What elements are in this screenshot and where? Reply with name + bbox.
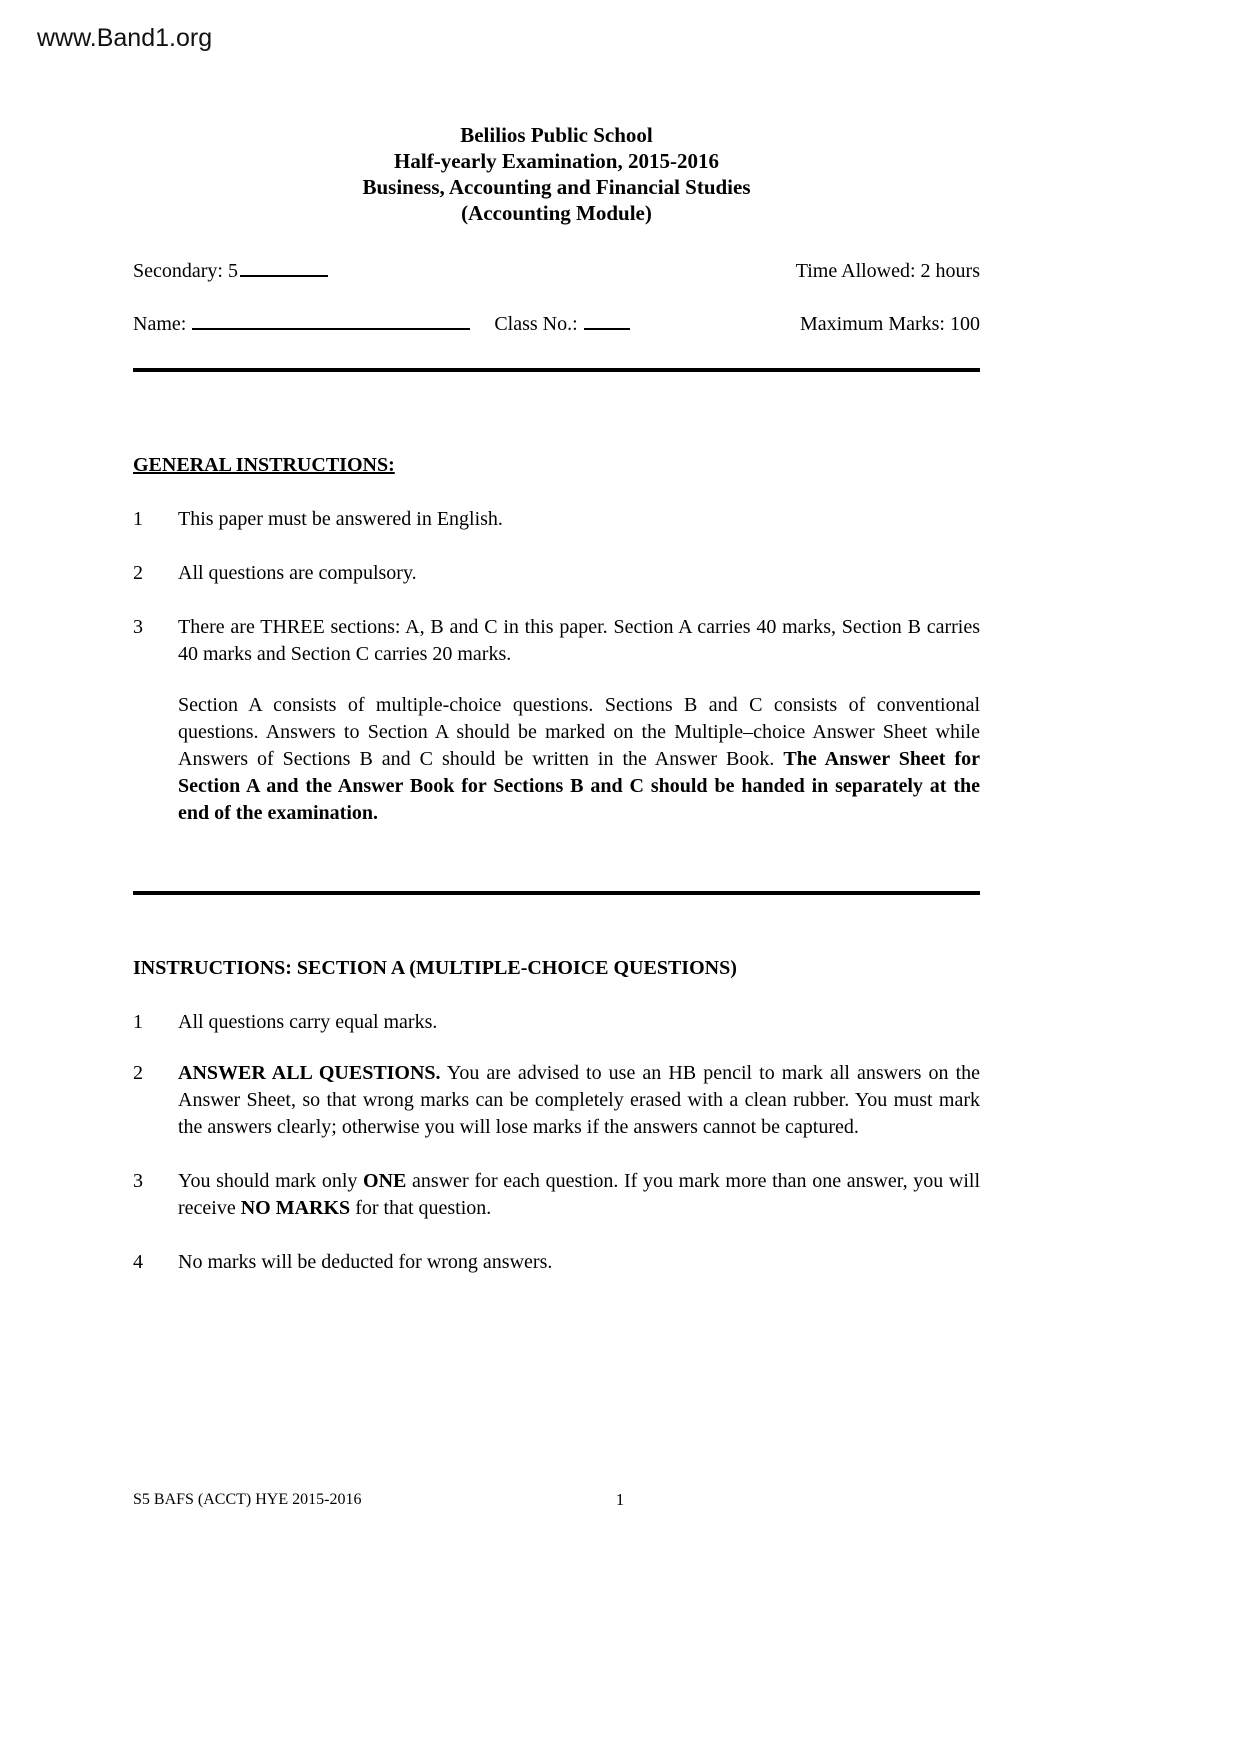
site-watermark: www.Band1.org xyxy=(37,24,213,52)
item-text: All questions carry equal marks. xyxy=(178,1011,438,1033)
item-text: No marks will be deducted for wrong answers. xyxy=(178,1251,553,1273)
divider-rule-top xyxy=(133,368,980,372)
general-instructions-list xyxy=(133,506,980,827)
section-a-instruction-2 xyxy=(133,1060,980,1141)
item-text xyxy=(178,1060,980,1141)
info-row-secondary-time xyxy=(133,258,980,285)
general-instruction-3-continued xyxy=(133,692,980,827)
item-number-spacer xyxy=(133,692,178,827)
class-no-field xyxy=(494,311,629,338)
name-blank-line xyxy=(192,328,470,330)
item-text-bold: The Answer Sheet for Section A and the Answer Book for Sections B and C should be handed in separately at the end of the examination. xyxy=(178,748,980,824)
item-number: 1 xyxy=(133,508,143,530)
item-number: 2 xyxy=(133,562,143,584)
class-no-blank-line xyxy=(584,328,630,330)
item-text-normal: Section A consists of multiple-choice questions. Sections B and C consists of conventional questions. Answers to Section A should be marked on the Multiple–choice Answer Sheet while Answers of Sections B and C should be written in the Answer Book. xyxy=(178,694,980,770)
page-content xyxy=(133,0,980,1276)
item-text-normal: answer for each question. If you mark more than one answer, you will receive xyxy=(178,1170,980,1219)
exam-title-block xyxy=(133,122,980,226)
page-number: 1 xyxy=(615,1490,625,1509)
class-no-label: Class No.: xyxy=(494,313,578,335)
general-instruction-3 xyxy=(133,614,980,668)
item-text xyxy=(178,692,980,827)
section-a-instructions-heading: INSTRUCTIONS: SECTION A (MULTIPLE-CHOICE QUESTIONS) xyxy=(133,957,737,979)
item-number: 4 xyxy=(133,1251,143,1273)
general-instruction-1 xyxy=(133,506,980,533)
item-number: 3 xyxy=(133,616,143,638)
item-text xyxy=(178,1168,980,1222)
subject-name: Business, Accounting and Financial Studies xyxy=(362,175,751,199)
school-name: Belilios Public School xyxy=(460,123,653,147)
item-text: All questions are compulsory. xyxy=(178,562,417,584)
time-allowed-label: Time Allowed: 2 hours xyxy=(795,260,980,282)
item-text-normal: You are advised to use an HB pencil to mark all answers on the Answer Sheet, so that wrong marks can be completely erased with a clean rubber. You must mark the answers clearly; otherwise you will lose marks if the answers cannot be captured. xyxy=(178,1062,980,1138)
footer-document-code: S5 BAFS (ACCT) HYE 2015-2016 xyxy=(133,1491,362,1508)
item-text-normal: for that question. xyxy=(350,1197,492,1219)
exam-name: Half-yearly Examination, 2015-2016 xyxy=(394,149,719,173)
item-text: There are THREE sections: A, B and C in this paper. Section A carries 40 marks, Section B carries 40 marks and Section C carries 20 marks. xyxy=(178,616,980,665)
section-a-instruction-1 xyxy=(133,1009,980,1036)
module-name: (Accounting Module) xyxy=(461,201,652,225)
general-instruction-2 xyxy=(133,560,980,587)
item-number: 3 xyxy=(133,1170,143,1192)
divider-rule-middle xyxy=(133,891,980,895)
item-text-bold: ONE xyxy=(363,1170,407,1192)
item-number: 2 xyxy=(133,1062,143,1084)
secondary-field xyxy=(133,258,328,285)
name-field xyxy=(133,311,470,338)
maximum-marks-label: Maximum Marks: 100 xyxy=(800,313,980,335)
info-row-name-class-marks xyxy=(133,311,980,338)
item-number: 1 xyxy=(133,1011,143,1033)
item-text-normal: You should mark only xyxy=(178,1170,364,1192)
section-a-instruction-4 xyxy=(133,1249,980,1276)
item-text-bold: NO MARKS xyxy=(240,1197,351,1219)
section-a-instructions-list xyxy=(133,1009,980,1276)
secondary-label: Secondary: 5 xyxy=(133,260,238,282)
name-label: Name: xyxy=(133,313,187,335)
secondary-blank-line xyxy=(240,275,328,277)
item-text: This paper must be answered in English. xyxy=(178,508,503,530)
item-text-bold: ANSWER ALL QUESTIONS. xyxy=(178,1062,441,1084)
general-instructions-heading: GENERAL INSTRUCTIONS: xyxy=(133,454,395,476)
section-a-instruction-3 xyxy=(133,1168,980,1222)
